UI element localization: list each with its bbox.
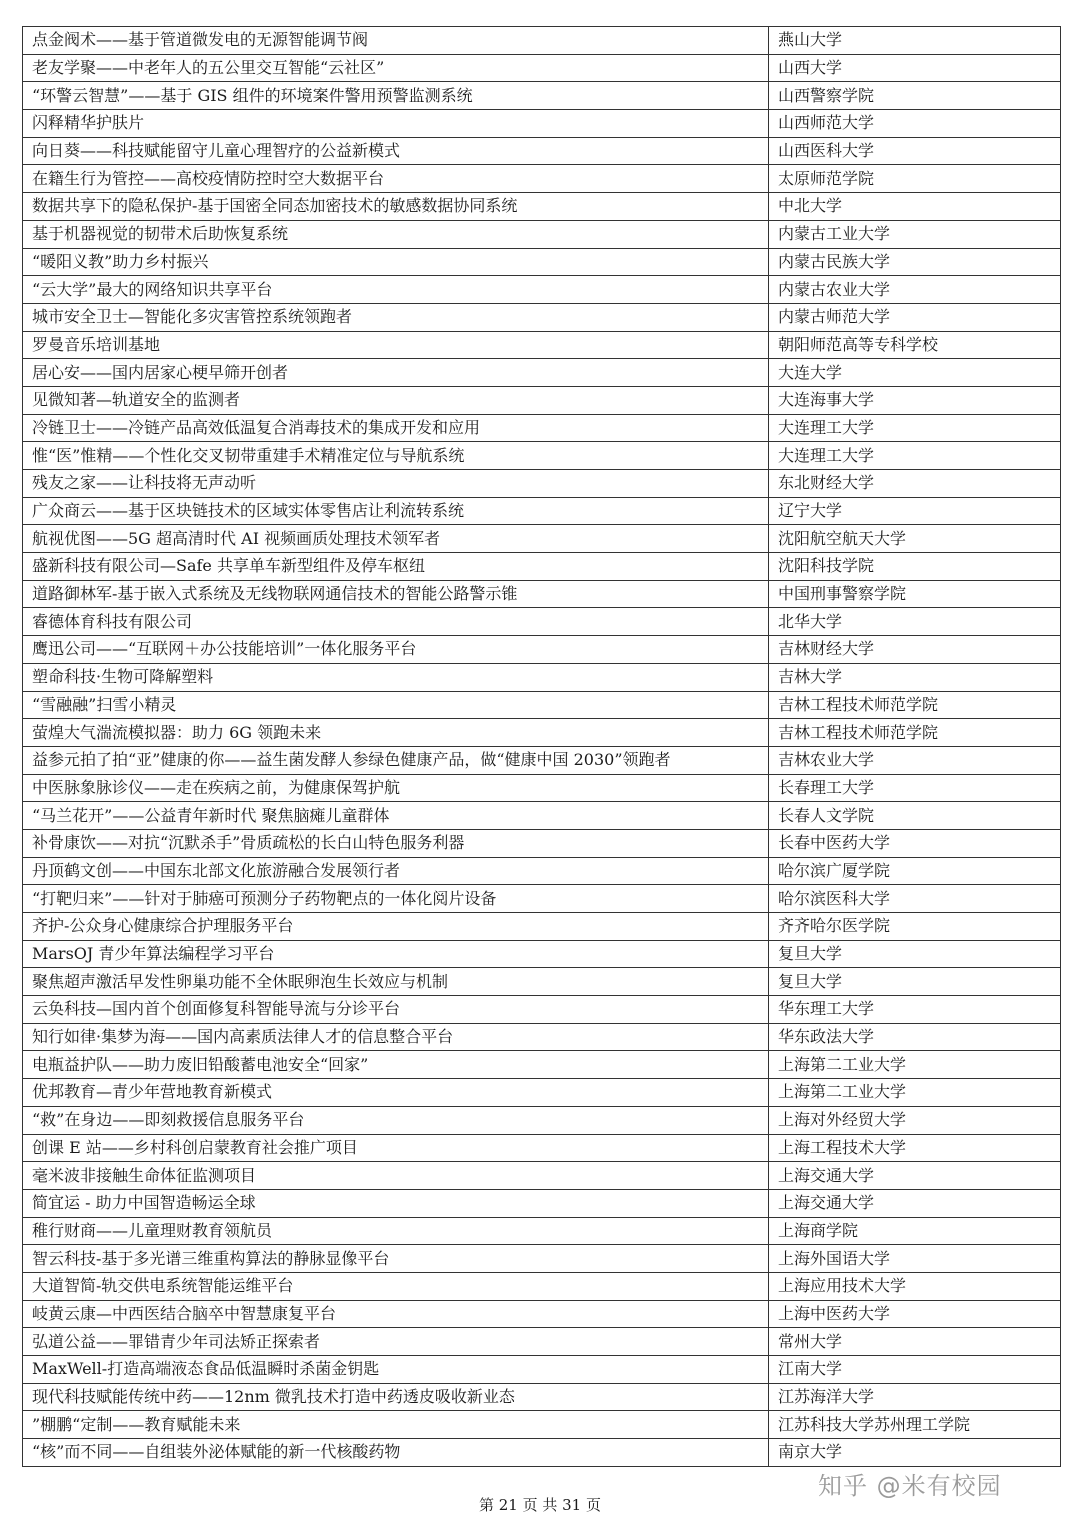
project-name-cell: MarsOJ 青少年算法编程学习平台: [23, 940, 769, 968]
school-cell: 复旦大学: [769, 940, 1061, 968]
table-row: [23, 1162, 1061, 1190]
table-row: [23, 1411, 1061, 1439]
project-name-cell: 中医脉象脉诊仪——走在疾病之前，为健康保驾护航: [23, 774, 769, 802]
school-cell: 上海外国语大学: [769, 1245, 1061, 1273]
school-cell: 山西警察学院: [769, 82, 1061, 110]
table-row: [23, 746, 1061, 774]
school-cell: 太原师范学院: [769, 165, 1061, 193]
table-row: [23, 1217, 1061, 1245]
school-cell: 大连理工大学: [769, 414, 1061, 442]
school-cell: 上海工程技术大学: [769, 1134, 1061, 1162]
school-cell: 东北财经大学: [769, 470, 1061, 498]
project-name-cell: 稚行财商——儿童理财教育领航员: [23, 1217, 769, 1245]
table-row: [23, 913, 1061, 941]
project-name-cell: 在籍生行为管控——高校疫情防控时空大数据平台: [23, 165, 769, 193]
school-cell: 江苏科技大学苏州理工学院: [769, 1411, 1061, 1439]
school-cell: 华东理工大学: [769, 996, 1061, 1024]
project-name-cell: 丹顶鹤文创——中国东北部文化旅游融合发展领行者: [23, 857, 769, 885]
project-name-cell: 创课 E 站——乡村科创启蒙教育社会推广项目: [23, 1134, 769, 1162]
table-row: [23, 1023, 1061, 1051]
project-name-cell: MaxWell-打造高端液态食品低温瞬时杀菌金钥匙: [23, 1356, 769, 1384]
project-name-cell: 老友学聚——中老年人的五公里交互智能“云社区”: [23, 54, 769, 82]
project-name-cell: 齐护-公众身心健康综合护理服务平台: [23, 913, 769, 941]
school-cell: 长春理工大学: [769, 774, 1061, 802]
school-cell: 上海第二工业大学: [769, 1051, 1061, 1079]
school-cell: 哈尔滨广厦学院: [769, 857, 1061, 885]
project-name-cell: 点金阀术——基于管道微发电的无源智能调节阀: [23, 27, 769, 55]
school-cell: 中北大学: [769, 193, 1061, 221]
project-name-cell: 残友之家——让科技将无声动听: [23, 470, 769, 498]
school-cell: 吉林工程技术师范学院: [769, 691, 1061, 719]
table-row: [23, 82, 1061, 110]
table-row: [23, 525, 1061, 553]
school-cell: 上海交通大学: [769, 1189, 1061, 1217]
project-name-cell: “云大学”最大的网络知识共享平台: [23, 276, 769, 304]
project-name-cell: 毫米波非接触生命体征监测项目: [23, 1162, 769, 1190]
school-cell: 长春中医药大学: [769, 829, 1061, 857]
school-cell: 沈阳科技学院: [769, 553, 1061, 581]
project-name-cell: 塑命科技·生物可降解塑料: [23, 663, 769, 691]
project-name-cell: ”棚鹏“定制——教育赋能未来: [23, 1411, 769, 1439]
table-row: [23, 885, 1061, 913]
school-cell: 上海第二工业大学: [769, 1079, 1061, 1107]
project-name-cell: “环警云智慧”——基于 GIS 组件的环境案件警用预警监测系统: [23, 82, 769, 110]
school-cell: 北华大学: [769, 608, 1061, 636]
table-row: [23, 1079, 1061, 1107]
table-row: [23, 691, 1061, 719]
table-row: [23, 497, 1061, 525]
table-row: [23, 276, 1061, 304]
school-cell: 山西大学: [769, 54, 1061, 82]
school-cell: 上海应用技术大学: [769, 1272, 1061, 1300]
school-cell: 吉林工程技术师范学院: [769, 719, 1061, 747]
table-row: [23, 414, 1061, 442]
school-cell: 内蒙古民族大学: [769, 248, 1061, 276]
project-name-cell: 罗曼音乐培训基地: [23, 331, 769, 359]
table-row: [23, 940, 1061, 968]
table-row: [23, 470, 1061, 498]
project-name-cell: 智云科技-基于多光谱三维重构算法的静脉显像平台: [23, 1245, 769, 1273]
school-cell: 吉林农业大学: [769, 746, 1061, 774]
project-name-cell: 闪释精华护肤片: [23, 110, 769, 138]
school-cell: 复旦大学: [769, 968, 1061, 996]
table-row: [23, 110, 1061, 138]
table-row: [23, 1300, 1061, 1328]
school-cell: 朝阳师范高等专科学校: [769, 331, 1061, 359]
project-name-cell: “马兰花开”——公益青年新时代 聚焦脑瘫儿童群体: [23, 802, 769, 830]
project-name-cell: 知行如律·集梦为海——国内高素质法律人才的信息整合平台: [23, 1023, 769, 1051]
table-row: [23, 774, 1061, 802]
school-cell: 山西医科大学: [769, 137, 1061, 165]
table-row: [23, 1356, 1061, 1384]
project-name-cell: “救”在身边——即刻救援信息服务平台: [23, 1106, 769, 1134]
school-cell: 吉林大学: [769, 663, 1061, 691]
table-row: [23, 968, 1061, 996]
project-name-cell: 补骨康饮——对抗“沉默杀手”骨质疏松的长白山特色服务利器: [23, 829, 769, 857]
table-row: [23, 359, 1061, 387]
school-cell: 大连理工大学: [769, 442, 1061, 470]
project-name-cell: 航视优图——5G 超高清时代 AI 视频画质处理技术领军者: [23, 525, 769, 553]
table-row: [23, 193, 1061, 221]
project-name-cell: 鹰迅公司——“互联网＋办公技能培训”一体化服务平台: [23, 636, 769, 664]
project-table: [22, 26, 1061, 1467]
project-name-cell: 冷链卫士——冷链产品高效低温复合消毒技术的集成开发和应用: [23, 414, 769, 442]
page-footer: 第 21 页 共 31 页: [478, 1496, 601, 1514]
project-name-cell: 盛新科技有限公司—Safe 共享单车新型组件及停车枢纽: [23, 553, 769, 581]
school-cell: 沈阳航空航天大学: [769, 525, 1061, 553]
table-row: [23, 829, 1061, 857]
project-name-cell: 向日葵——科技赋能留守儿童心理智疗的公益新模式: [23, 137, 769, 165]
school-cell: 华东政法大学: [769, 1023, 1061, 1051]
table-row: [23, 1051, 1061, 1079]
school-cell: 大连大学: [769, 359, 1061, 387]
table-row: [23, 553, 1061, 581]
table-row: [23, 1245, 1061, 1273]
project-table-body: [23, 27, 1061, 1467]
table-row: [23, 1328, 1061, 1356]
project-name-cell: 居心安——国内居家心梗早筛开创者: [23, 359, 769, 387]
school-cell: 中国刑事警察学院: [769, 580, 1061, 608]
table-row: [23, 303, 1061, 331]
school-cell: 内蒙古工业大学: [769, 220, 1061, 248]
table-row: [23, 996, 1061, 1024]
table-row: [23, 1189, 1061, 1217]
school-cell: 上海中医药大学: [769, 1300, 1061, 1328]
school-cell: 辽宁大学: [769, 497, 1061, 525]
table-row: [23, 137, 1061, 165]
project-name-cell: 数据共享下的隐私保护-基于国密全同态加密技术的敏感数据协同系统: [23, 193, 769, 221]
project-name-cell: 现代科技赋能传统中药——12nm 微乳技术打造中药透皮吸收新业态: [23, 1383, 769, 1411]
school-cell: 燕山大学: [769, 27, 1061, 55]
project-name-cell: 弘道公益——罪错青少年司法矫正探索者: [23, 1328, 769, 1356]
table-row: [23, 857, 1061, 885]
project-name-cell: 聚焦超声激活早发性卵巢功能不全休眠卵泡生长效应与机制: [23, 968, 769, 996]
table-row: [23, 220, 1061, 248]
project-name-cell: 云奂科技—国内首个创面修复科智能导流与分诊平台: [23, 996, 769, 1024]
project-name-cell: “核”而不同——自组装外泌体赋能的新一代核酸药物: [23, 1439, 769, 1467]
table-row: [23, 1272, 1061, 1300]
project-name-cell: 道路御林军-基于嵌入式系统及无线物联网通信技术的智能公路警示锥: [23, 580, 769, 608]
project-name-cell: “打靶归来”——针对于肺癌可预测分子药物靶点的一体化阅片设备: [23, 885, 769, 913]
table-row: [23, 802, 1061, 830]
table-row: [23, 1106, 1061, 1134]
table-row: [23, 331, 1061, 359]
school-cell: 大连海事大学: [769, 386, 1061, 414]
school-cell: 上海对外经贸大学: [769, 1106, 1061, 1134]
school-cell: 江苏海洋大学: [769, 1383, 1061, 1411]
school-cell: 长春人文学院: [769, 802, 1061, 830]
project-name-cell: 优邦教育—青少年营地教育新模式: [23, 1079, 769, 1107]
school-cell: 常州大学: [769, 1328, 1061, 1356]
table-row: [23, 54, 1061, 82]
project-name-cell: 惟“医”惟精——个性化交叉韧带重建手术精准定位与导航系统: [23, 442, 769, 470]
project-name-cell: “暖阳义教”助力乡村振兴: [23, 248, 769, 276]
school-cell: 上海交通大学: [769, 1162, 1061, 1190]
table-row: [23, 663, 1061, 691]
school-cell: 哈尔滨医科大学: [769, 885, 1061, 913]
project-name-cell: 岐黄云康—中西医结合脑卒中智慧康复平台: [23, 1300, 769, 1328]
project-name-cell: 简宜运 - 助力中国智造畅运全球: [23, 1189, 769, 1217]
table-row: [23, 165, 1061, 193]
table-row: [23, 636, 1061, 664]
table-row: [23, 1383, 1061, 1411]
table-row: [23, 580, 1061, 608]
project-name-cell: 电瓶益护队——助力废旧铅酸蓄电池安全“回家”: [23, 1051, 769, 1079]
table-row: [23, 386, 1061, 414]
school-cell: 吉林财经大学: [769, 636, 1061, 664]
table-row: [23, 719, 1061, 747]
project-name-cell: 萤煌大气湍流模拟器：助力 6G 领跑未来: [23, 719, 769, 747]
school-cell: 南京大学: [769, 1439, 1061, 1467]
school-cell: 江南大学: [769, 1356, 1061, 1384]
project-name-cell: 基于机器视觉的韧带术后助恢复系统: [23, 220, 769, 248]
school-cell: 齐齐哈尔医学院: [769, 913, 1061, 941]
zhihu-watermark: 知乎 @米有校园: [818, 1472, 1002, 1500]
project-name-cell: 城市安全卫士—智能化多灾害管控系统领跑者: [23, 303, 769, 331]
school-cell: 山西师范大学: [769, 110, 1061, 138]
project-name-cell: 益参元拍了拍“亚”健康的你——益生菌发酵人参绿色健康产品，做“健康中国 2030”领跑者: [23, 746, 769, 774]
project-name-cell: “雪融融”扫雪小精灵: [23, 691, 769, 719]
project-name-cell: 睿德体育科技有限公司: [23, 608, 769, 636]
project-name-cell: 见微知著—轨道安全的监测者: [23, 386, 769, 414]
table-row: [23, 608, 1061, 636]
school-cell: 内蒙古师范大学: [769, 303, 1061, 331]
school-cell: 内蒙古农业大学: [769, 276, 1061, 304]
table-row: [23, 27, 1061, 55]
table-row: [23, 442, 1061, 470]
table-row: [23, 248, 1061, 276]
school-cell: 上海商学院: [769, 1217, 1061, 1245]
project-name-cell: 广众商云——基于区块链技术的区域实体零售店让利流转系统: [23, 497, 769, 525]
table-row: [23, 1134, 1061, 1162]
project-name-cell: 大道智简-轨交供电系统智能运维平台: [23, 1272, 769, 1300]
table-row: [23, 1439, 1061, 1467]
